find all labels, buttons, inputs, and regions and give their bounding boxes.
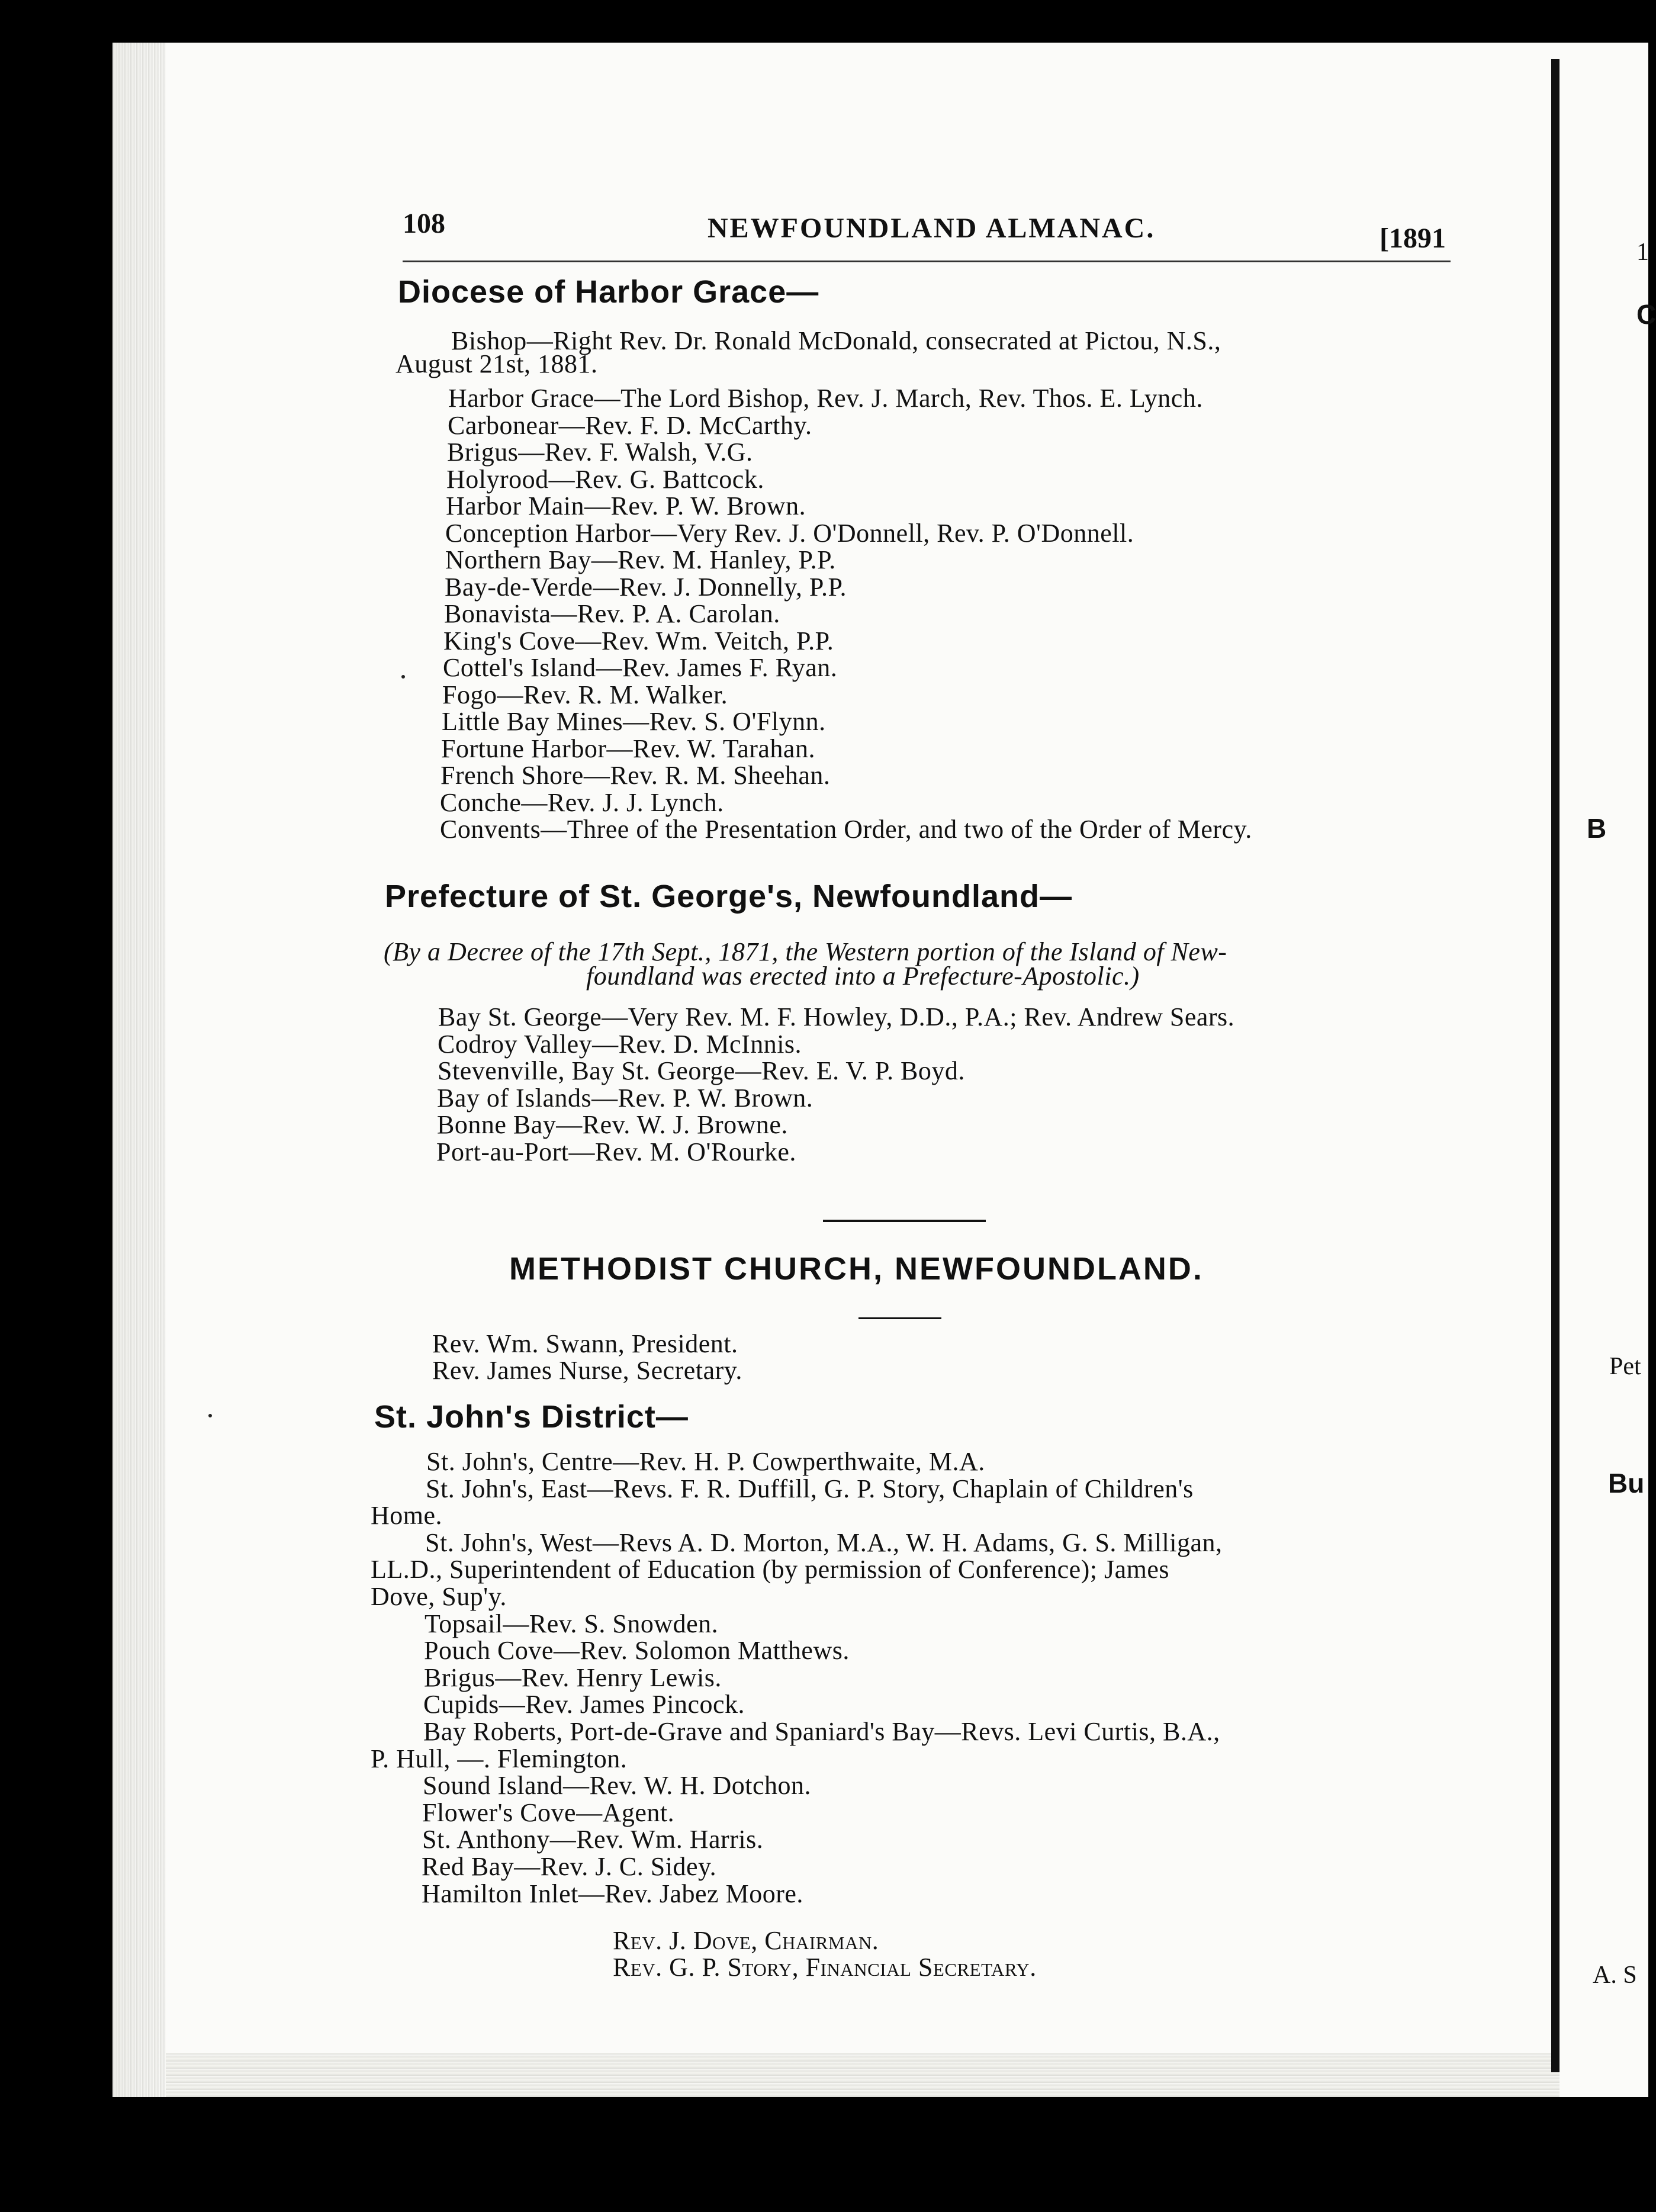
district-financial-secretary: Rev. G. P. Story, Financial Secretary. <box>613 1953 1037 1982</box>
district-circuit-line: P. Hull, —. Flemington. <box>371 1744 628 1773</box>
parish-entry: Port-au-Port—Rev. M. O'Rourke. <box>436 1137 796 1166</box>
district-circuit-line: Dove, Sup'y. <box>371 1582 507 1611</box>
facing-page-fragment-3: B <box>1587 813 1607 844</box>
parish-entry: Codroy Valley—Rev. D. McInnis. <box>438 1029 802 1059</box>
district-circuit-line: Topsail—Rev. S. Snowden. <box>425 1609 719 1638</box>
print-speck <box>401 675 405 679</box>
facing-page-fragment-5: Bu <box>1608 1468 1645 1499</box>
parish-entry: Bay St. George—Very Rev. M. F. Howley, D.D., P.A.; Rev. Andrew Sears. <box>438 1002 1235 1031</box>
district-chairman: Rev. J. Dove, Chairman. <box>613 1926 879 1955</box>
parish-entry: Bay-de-Verde—Rev. J. Donnelly, P.P. <box>445 572 847 602</box>
print-speck <box>208 1414 212 1417</box>
parish-entry: Cottel's Island—Rev. James F. Ryan. <box>443 653 838 682</box>
section-heading-st-georges: Prefecture of St. George's, Newfoundland— <box>385 879 1072 914</box>
title-underline-rule <box>858 1317 941 1319</box>
parish-entry: Harbor Grace—The Lord Bishop, Rev. J. March, Rev. Thos. E. Lynch. <box>448 384 1203 413</box>
parish-entry: Fogo—Rev. R. M. Walker. <box>442 680 728 709</box>
district-circuit-line: St. Anthony—Rev. Wm. Harris. <box>422 1825 764 1854</box>
district-circuit-line: Pouch Cove—Rev. Solomon Matthews. <box>424 1636 850 1666</box>
district-circuit-line: St. John's, East—Revs. F. R. Duffill, G. P. Story, Chaplain of Children's <box>426 1474 1194 1503</box>
methodist-secretary: Rev. James Nurse, Secretary. <box>432 1356 742 1385</box>
facing-page-fragment <box>1559 43 1656 2097</box>
parish-entry: Stevenville, Bay St. George—Rev. E. V. P. Boyd. <box>438 1056 965 1085</box>
parish-entry: Convents—Three of the Presentation Order, and two of the Order of Mercy. <box>440 815 1252 844</box>
parish-entry: Holyrood—Rev. G. Battcock. <box>446 464 764 494</box>
section-heading-harbor-grace: Diocese of Harbor Grace— <box>398 274 819 310</box>
header-rule <box>403 261 1451 262</box>
parish-entry: Bonavista—Rev. P. A. Carolan. <box>444 599 780 628</box>
parish-entry: Carbonear—Rev. F. D. McCarthy. <box>448 410 812 440</box>
prefecture-note-line-1: (By a Decree of the 17th Sept., 1871, the Western portion of the Island of New- <box>384 937 1227 966</box>
facing-page-fragment-4: Pet <box>1609 1353 1641 1380</box>
parish-entry: Bay of Islands—Rev. P. W. Brown. <box>437 1083 813 1113</box>
parish-entry: Harbor Main—Rev. P. W. Brown. <box>446 491 806 520</box>
facing-page-fragment-2: C <box>1636 299 1656 330</box>
district-circuit-line: St. John's, Centre—Rev. H. P. Cowperthwaite, M.A. <box>426 1447 985 1476</box>
section-separator <box>823 1220 986 1222</box>
parish-entry: Conception Harbor—Very Rev. J. O'Donnell, Rev. P. O'Donnell. <box>445 518 1134 548</box>
district-circuit-line: Red Bay—Rev. J. C. Sidey. <box>422 1852 717 1881</box>
parish-entry: Brigus—Rev. F. Walsh, V.G. <box>447 438 753 467</box>
parish-entry: Fortune Harbor—Rev. W. Tarahan. <box>441 734 815 763</box>
parish-entry: Northern Bay—Rev. M. Hanley, P.P. <box>445 545 836 574</box>
district-circuit-line: Brigus—Rev. Henry Lewis. <box>424 1663 722 1692</box>
methodist-president: Rev. Wm. Swann, President. <box>432 1329 738 1358</box>
district-circuit-line: Bay Roberts, Port-de-Grave and Spaniard's Bay—Revs. Levi Curtis, B.A., <box>423 1717 1220 1746</box>
district-circuit-line: Sound Island—Rev. W. H. Dotchon. <box>423 1771 812 1801</box>
parish-entry: Bonne Bay—Rev. W. J. Browne. <box>437 1110 788 1139</box>
running-title: NEWFOUNDLAND ALMANAC. <box>708 213 1156 244</box>
methodist-church-title: METHODIST CHURCH, NEWFOUNDLAND. <box>509 1251 1204 1287</box>
district-circuit-line: Hamilton Inlet—Rev. Jabez Moore. <box>422 1879 803 1908</box>
district-circuit-line: Flower's Cove—Agent. <box>422 1798 675 1827</box>
parish-entry: Little Bay Mines—Rev. S. O'Flynn. <box>442 707 826 736</box>
bishop-line-1: Bishop—Right Rev. Dr. Ronald McDonald, consecrated at Pictou, N.S., <box>451 326 1221 355</box>
facing-page-fragment-6: A. S <box>1593 1962 1637 1989</box>
district-circuit-line: Cupids—Rev. James Pincock. <box>423 1690 745 1719</box>
page-bottom-edges <box>166 2053 1569 2097</box>
bishop-line-2: August 21st, 1881. <box>395 349 598 378</box>
page-number: 108 <box>403 208 445 239</box>
section-heading-st-johns-district: St. John's District— <box>374 1399 689 1435</box>
parish-entry: King's Cove—Rev. Wm. Veitch, P.P. <box>443 626 834 655</box>
district-circuit-line: Home. <box>371 1501 443 1531</box>
prefecture-note-line-2: foundland was erected into a Prefecture-Apostolic.) <box>586 962 1140 991</box>
year-marker: [1891 <box>1380 223 1446 254</box>
district-circuit-line: St. John's, West—Revs A. D. Morton, M.A., W. H. Adams, G. S. Milligan, <box>425 1528 1223 1557</box>
page-edges <box>112 43 166 2097</box>
facing-page-fragment-1: 1 <box>1636 239 1649 266</box>
book-gutter <box>1551 59 1559 2072</box>
parish-entry: French Shore—Rev. R. M. Sheehan. <box>440 761 831 790</box>
district-circuit-line: LL.D., Superintendent of Education (by permission of Conference); James <box>371 1555 1170 1584</box>
parish-entry: Conche—Rev. J. J. Lynch. <box>440 787 724 817</box>
